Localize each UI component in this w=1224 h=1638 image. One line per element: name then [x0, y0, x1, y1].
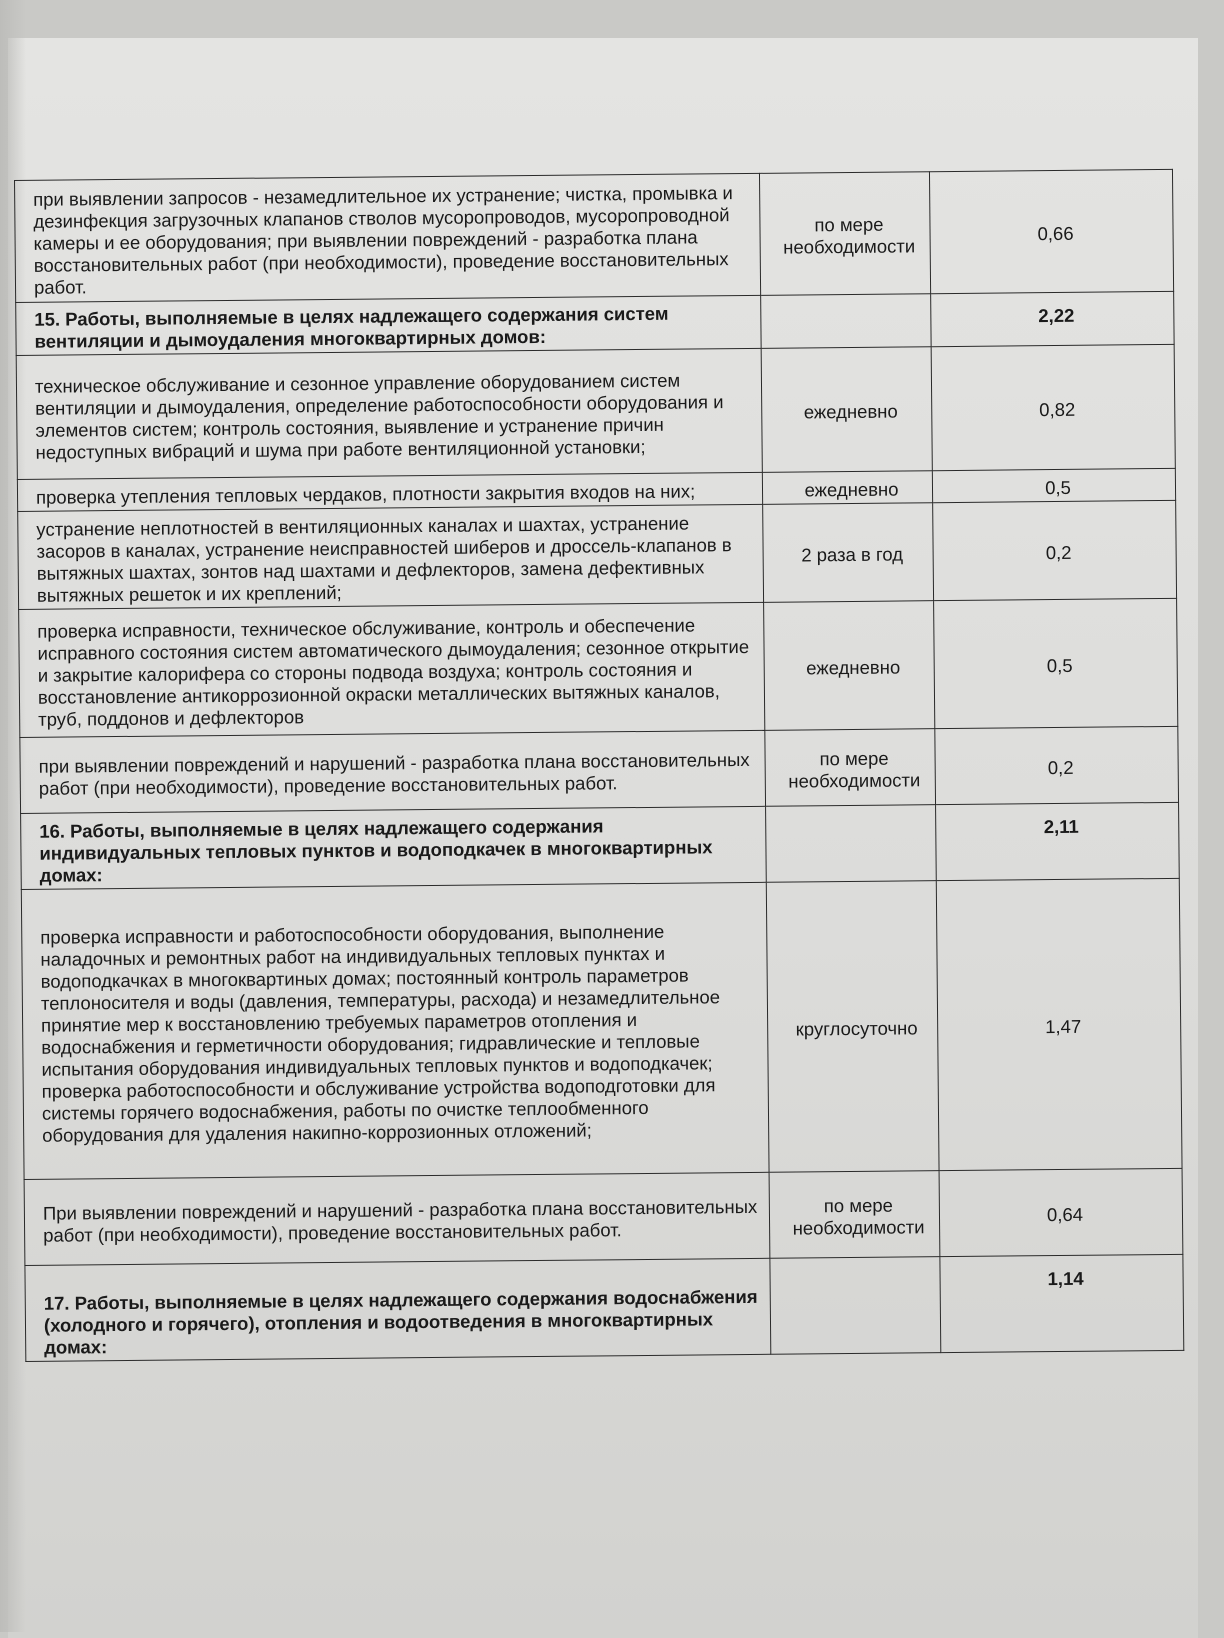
row-cost: 0,5 [934, 598, 1178, 728]
table-row [19, 598, 1178, 737]
row-description: При выявлении повреждений и нарушений - разработка плана восстановительных работ (при необходимости), проведение восстановительных работ. [24, 1172, 770, 1265]
section-frequency [766, 805, 937, 883]
table-row [18, 500, 1177, 609]
row-frequency: круглосуточно [766, 881, 939, 1173]
row-frequency: по мере необходимости [765, 729, 936, 807]
table-row [21, 878, 1182, 1179]
row-cost: 0,5 [932, 468, 1175, 502]
section-frequency [761, 294, 932, 349]
row-frequency: ежедневно [764, 601, 935, 731]
row-description: устранение неплотностей в вентиляционных каналах и шахтах, устранение засоров в каналах, устранение неисправностей шиберов и дроссель-клапанов в вытяжных шахтах, зонтов над шахтами и дефлекторов, замена дефективных вытяжных решеток и их креплений; [18, 504, 764, 609]
row-cost: 0,82 [931, 344, 1175, 470]
row-description: проверка исправности, техническое обслуживание, контроль и обеспечение исправного состояния систем автоматического дымоудаления; сезонное открытие и закрытие калорифера со стороны подвода воздуха; контроль состояния и восстановление антикоррозионной окраски металлических вытяжных каналов, труб, поддонов и дефлекторов [19, 602, 765, 737]
section-row [25, 1254, 1184, 1361]
row-cost: 0,2 [935, 726, 1179, 804]
section-title: 16. Работы, выполняемые в целях надлежащего содержания индивидуальных тепловых пунктов и водоподкачек в многоквартирных домах: [21, 806, 767, 889]
section-title: 17. Работы, выполняемые в целях надлежащего содержания водоснабжения (холодного и горячего), отопления и водоотведения в многоквартирных домах: [25, 1258, 771, 1361]
works-table [14, 169, 1184, 1362]
row-frequency: ежедневно [762, 471, 932, 505]
table-row [20, 726, 1179, 813]
row-cost: 0,64 [939, 1168, 1183, 1256]
row-description: техническое обслуживание и сезонное управление оборудованием систем вентиляции и дымоудаления, определение работоспособности оборудования и элементов систем; контроль состояния, выявление и устранение причин недоступных вибраций и шума при работе вентиляционной установки; [16, 348, 762, 479]
section-frequency [770, 1257, 941, 1355]
section-cost: 2,22 [931, 291, 1174, 346]
row-cost: 0,66 [929, 169, 1173, 293]
section-cost: 2,11 [936, 802, 1180, 880]
table-row [15, 169, 1174, 302]
section-row [21, 802, 1180, 889]
row-frequency: ежедневно [761, 347, 932, 473]
row-description: проверка утепления тепловых чердаков, плотности закрытия входов на них; [17, 472, 762, 511]
row-frequency: по мере необходимости [769, 1171, 940, 1259]
section-cost: 1,14 [940, 1254, 1184, 1352]
table-row [16, 344, 1175, 479]
row-frequency: по мере необходимости [759, 172, 930, 296]
row-description: при выявлении запросов - незамедлительное их устранение; чистка, промывка и дезинфекция загрузочных клапанов стволов мусоропроводов, мусоропроводной камеры и ее оборудования; при выявлении повреждений - разработка плана восстановительных работ (при необходимости), проведение восстановительных работ. [15, 173, 761, 302]
row-cost: 0,2 [933, 500, 1177, 600]
table-row [24, 1168, 1183, 1265]
row-cost: 1,47 [936, 878, 1182, 1170]
section-title: 15. Работы, выполняемые в целях надлежащего содержания систем вентиляции и дымоудаления многоквартирных домов: [16, 295, 761, 355]
row-description: при выявлении повреждений и нарушений - разработка плана восстановительных работ (при необходимости), проведение восстановительных работ. [20, 730, 766, 813]
row-frequency: 2 раза в год [763, 503, 934, 603]
row-description: проверка исправности и работоспособности оборудования, выполнение наладочных и ремонтных работ на индивидуальных тепловых пунктах и водоподкачках в многоквартиных домах; постоянный контроль параметров теплоносителя и воды (давления, температуры, расхода) и незамедлительное принятие мер к восстановлению требуемых параметров отопления и водоснабжения и герметичности оборудования; гидравлические и тепловые испытания оборудования индивидуальных тепловых пунктов и водоподкачек; проверка работоспособности и обслуживание устройства водоподготовки для системы горячего водоснабжения, работы по очистке теплообменного оборудования для удаления накипно-коррозионных отложений; [21, 882, 769, 1179]
